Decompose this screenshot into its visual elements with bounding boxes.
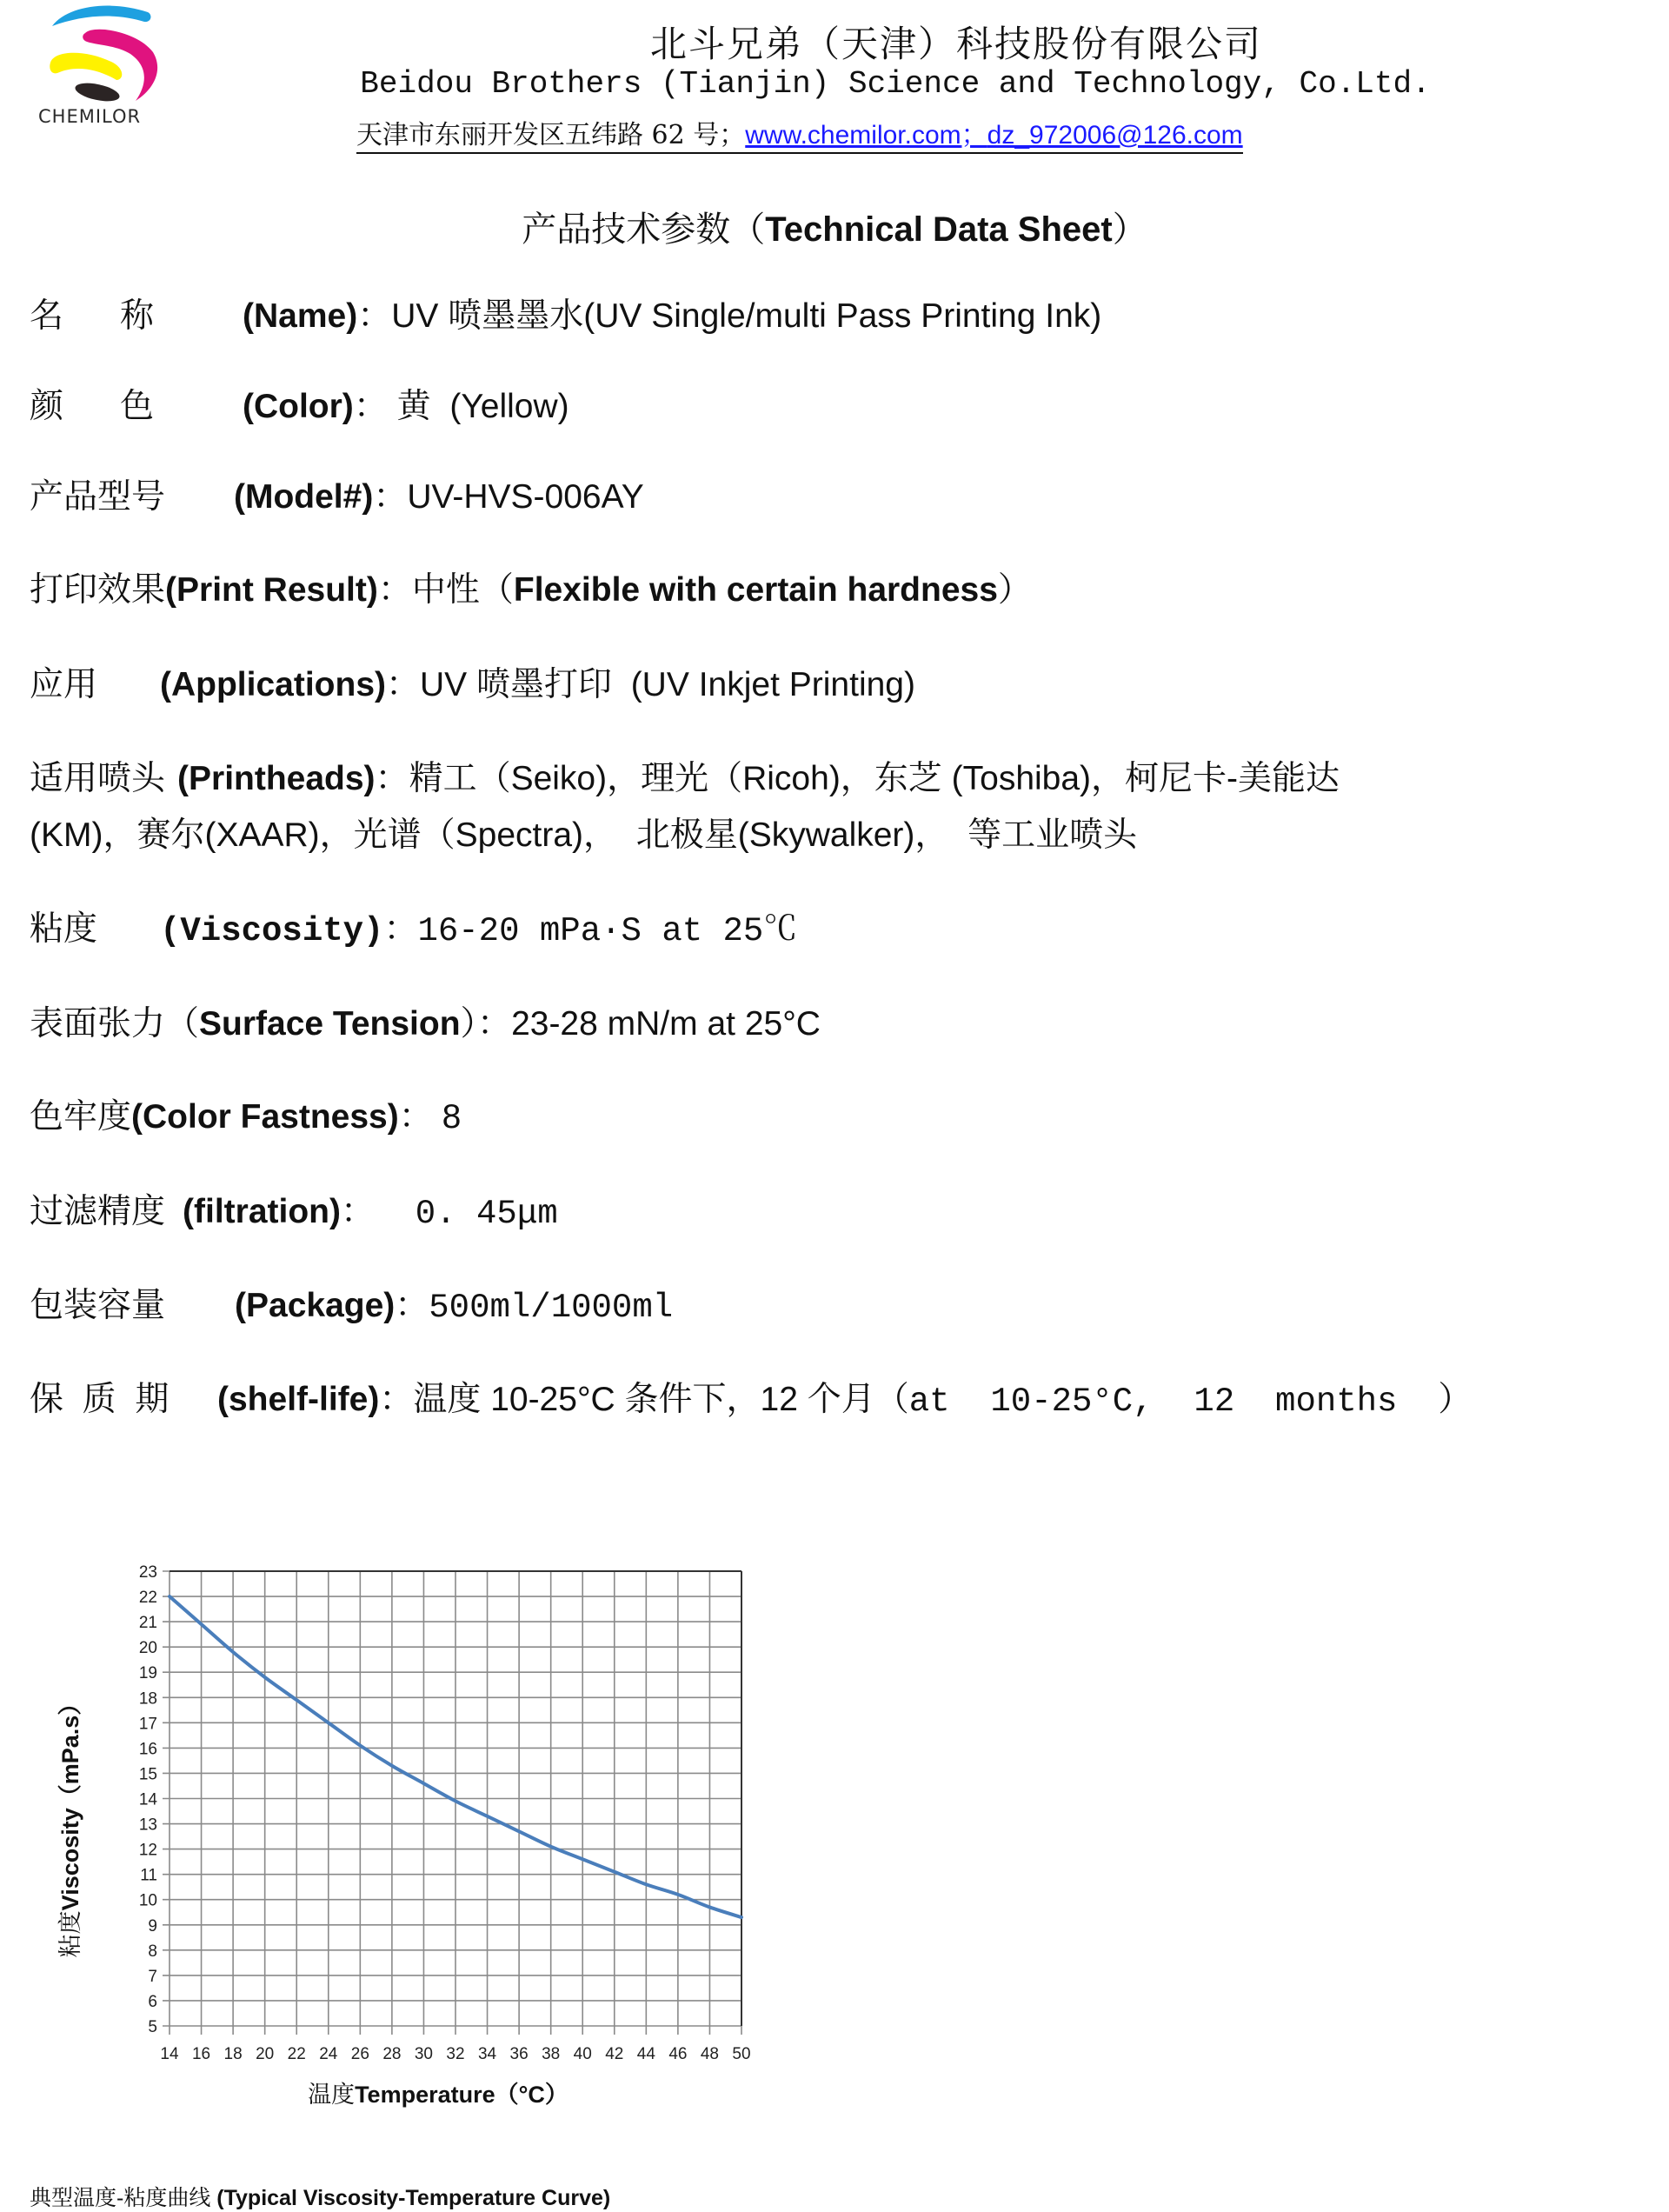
spec-row-package <box>30 1285 673 1329</box>
y-tick-label: 14 <box>138 1790 157 1809</box>
y-tick-label: 8 <box>148 1942 157 1961</box>
company-address-line <box>356 113 1243 154</box>
spec-value-line2: (KM)，赛尔(XAAR)，光谱（Spectra)， 北极星(Skywalker)， 等工业喷头 <box>30 816 1138 854</box>
y-tick-label: 10 <box>138 1891 157 1910</box>
y-tick-label: 11 <box>140 1866 157 1885</box>
y-axis-title: 粘度Viscosity（mPa.s） <box>57 1691 84 1958</box>
y-tick-label: 20 <box>138 1639 157 1658</box>
spec-colon: ： <box>357 297 392 335</box>
spec-label-en: (Color Fastness) <box>131 1098 399 1136</box>
x-tick-label: 24 <box>319 2045 338 2063</box>
y-tick-label: 22 <box>138 1589 157 1608</box>
title-cn: 产品技术参数（ <box>522 210 766 249</box>
spec-label-cn: 保 质 期 <box>30 1381 170 1418</box>
spec-colon: ： <box>375 760 409 797</box>
spec-label-en: (Name) <box>243 297 358 335</box>
x-tick-label: 48 <box>700 2045 720 2063</box>
website-link[interactable]: www.chemilor.com <box>745 121 961 150</box>
x-tick-label: 46 <box>668 2045 688 2063</box>
caption-en: (Typical Viscosity-Temperature Curve) <box>216 2186 611 2210</box>
y-tick-label: 23 <box>138 1563 157 1582</box>
spec-label-en: (Printheads) <box>177 760 376 797</box>
company-logo <box>33 0 172 139</box>
title-en: Technical Data Sheet <box>765 210 1113 249</box>
spec-value: UV-HVS-006AY <box>407 478 644 516</box>
spec-label-en: (Print Result) <box>165 571 378 609</box>
spec-row-name <box>30 296 1101 337</box>
spec-value: Flexible with certain hardness <box>513 571 998 609</box>
spec-colon: ： <box>379 1381 414 1418</box>
x-tick-label: 16 <box>191 2045 211 2063</box>
caption-cn: 典型温度-粘度曲线 <box>30 2186 211 2210</box>
x-tick-label: 18 <box>223 2045 243 2063</box>
spec-label-en: (Color) <box>243 388 354 425</box>
spec-label-en: (Applications) <box>160 666 386 703</box>
y-tick-label: 19 <box>138 1664 157 1683</box>
spec-value: 16-20 mPa·S at 25℃ <box>417 912 798 950</box>
spec-value: 500ml/1000ml <box>429 1289 674 1327</box>
spec-colon: ）： <box>460 1005 512 1043</box>
link-separator: ； <box>961 121 987 150</box>
spec-row-printheads-cont <box>30 815 1137 856</box>
y-tick-label: 12 <box>138 1841 157 1860</box>
spec-colon: ： <box>377 571 412 609</box>
spec-label-cn: 打印效果 <box>30 571 166 609</box>
spec-value: 精工（Seiko)，理光（Ricoh)，东芝 (Toshiba)，柯尼卡-美能达 <box>409 760 1340 797</box>
company-name-cn: 北斗兄弟（天津）科技股份有限公司 <box>649 23 1262 65</box>
chart-caption <box>30 2181 610 2212</box>
address-cn: 天津市东丽开发区五纬路 62 号； <box>356 120 746 150</box>
spec-row-shelf-life <box>30 1379 1472 1422</box>
spec-label-cn: 应用 <box>30 666 98 703</box>
spec-label-en: (Viscosity) <box>160 912 384 950</box>
spec-row-surface-tension <box>30 1003 821 1045</box>
spec-row-viscosity <box>30 909 797 952</box>
spec-label-en: Surface Tension <box>199 1005 461 1043</box>
x-axis-title: 温度Temperature（°C） <box>308 2082 569 2109</box>
y-tick-label: 15 <box>138 1765 157 1784</box>
x-tick-label: 30 <box>414 2045 434 2063</box>
spec-label-cn: 产品型号 <box>30 478 166 516</box>
company-name-en: Beidou Brothers (Tianjin) Science and Technology, Co.Ltd. <box>360 66 1431 102</box>
x-tick-label: 50 <box>732 2045 751 2063</box>
spec-label-cn: 过滤精度 <box>30 1193 166 1230</box>
spec-value-cn: 中性（ <box>411 571 514 609</box>
y-tick-label: 21 <box>138 1614 157 1633</box>
spec-label-en: (Package) <box>235 1287 396 1324</box>
spec-label-cn: 颜 色 <box>30 388 155 425</box>
spec-colon: ： <box>340 1193 375 1230</box>
x-tick-label: 36 <box>509 2045 529 2063</box>
spec-value: UV 喷墨墨水(UV Single/multi Pass Printing Ink) <box>391 297 1102 335</box>
spec-label-cn: 色牢度 <box>30 1098 132 1136</box>
x-tick-label: 38 <box>542 2045 561 2063</box>
x-tick-label: 28 <box>382 2045 402 2063</box>
y-tick-label: 17 <box>138 1715 157 1734</box>
spec-label-en: (shelf-life) <box>217 1381 380 1418</box>
spec-label-cn: 粘度 <box>30 910 98 948</box>
x-tick-label: 26 <box>350 2045 369 2063</box>
y-tick-label: 5 <box>148 2018 157 2036</box>
email-link[interactable]: dz_972006@126.com <box>987 121 1243 150</box>
spec-value: 23-28 mN/m at 25°C <box>511 1005 821 1043</box>
spec-colon: ： <box>373 478 408 516</box>
spec-value-close: ） <box>997 571 1032 609</box>
spec-label-en: (Model#) <box>234 478 374 516</box>
x-tick-label: 20 <box>256 2045 275 2063</box>
spec-colon: ： <box>395 1287 429 1324</box>
spec-label-cn: 名 称 <box>30 297 155 335</box>
x-tick-label: 22 <box>287 2045 306 2063</box>
y-tick-label: 13 <box>138 1816 157 1835</box>
spec-colon: ： <box>386 666 421 703</box>
spec-row-color <box>30 386 569 428</box>
x-tick-label: 44 <box>636 2045 655 2063</box>
x-tick-label: 32 <box>446 2045 465 2063</box>
spec-value: 8 <box>432 1098 462 1136</box>
y-tick-label: 16 <box>138 1740 157 1759</box>
x-tick-label: 42 <box>605 2045 624 2063</box>
spec-label-en: (filtration) <box>183 1193 341 1230</box>
spec-row-filtration <box>30 1191 558 1235</box>
spec-value-cn: 温度 10-25°C 条件下，12 个月 <box>413 1381 875 1418</box>
viscosity-temperature-chart <box>0 1530 782 2156</box>
chart-plot <box>0 1530 782 2156</box>
x-tick-label: 34 <box>477 2045 497 2063</box>
document-title <box>0 202 1669 251</box>
spec-label-cn: 表面张力（ <box>30 1005 200 1043</box>
spec-value: 黄 (Yellow) <box>387 388 569 425</box>
spec-row-print-result <box>30 570 1032 611</box>
logo-brand-text: CHEMILOR <box>38 106 142 127</box>
x-tick-label: 14 <box>160 2045 179 2063</box>
y-tick-label: 18 <box>138 1689 157 1709</box>
spec-value: 0. 45μm <box>375 1195 558 1233</box>
spec-row-applications <box>30 664 915 706</box>
chemilor-logo-icon <box>33 0 172 109</box>
spec-row-printheads <box>30 758 1340 800</box>
spec-colon: ： <box>353 388 388 425</box>
spec-row-model <box>30 476 644 518</box>
spec-value: （at 10-25°C, 12 months ） <box>874 1382 1473 1421</box>
spec-label-cn: 包装容量 <box>30 1287 166 1324</box>
y-tick-label: 6 <box>148 1992 157 2011</box>
y-tick-label: 9 <box>148 1916 157 1936</box>
spec-row-color-fastness <box>30 1096 461 1138</box>
spec-label-cn: 适用喷头 <box>30 760 166 797</box>
y-tick-label: 7 <box>148 1967 157 1986</box>
title-close: ） <box>1112 210 1147 249</box>
spec-colon: ： <box>383 912 418 950</box>
x-tick-label: 40 <box>573 2045 592 2063</box>
spec-value: UV 喷墨打印 (UV Inkjet Printing) <box>420 666 915 703</box>
spec-colon: ： <box>398 1098 433 1136</box>
